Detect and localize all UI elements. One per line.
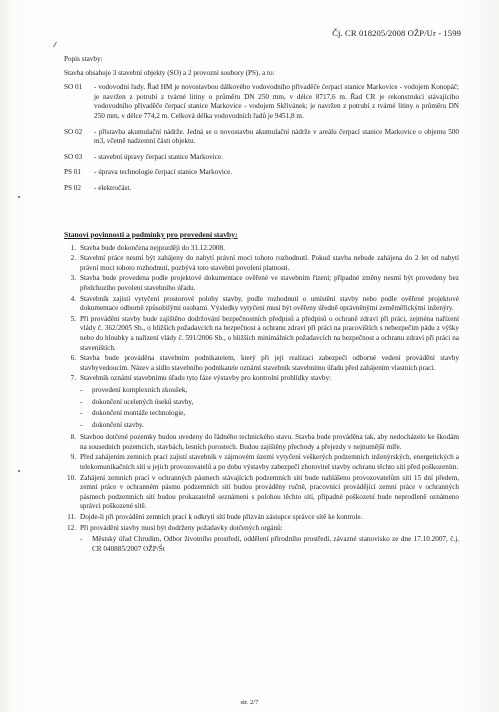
object-code: PS 01 bbox=[64, 168, 81, 177]
condition-text: Stavba bude dokončena nejpozději do 31.12.2008. bbox=[80, 243, 225, 252]
punch-hole-mark bbox=[18, 196, 20, 198]
object-description: - elektročást. bbox=[94, 183, 132, 192]
condition-number: 1. bbox=[70, 243, 76, 252]
object-item bbox=[64, 83, 459, 121]
condition-body bbox=[80, 244, 459, 254]
condition-text: Stavba bude provedena podle projektové dokumentace ověřené ve stavebním řízení; případné změny nesmí být provedeny bez předchozího povolení stavebního úřadu. bbox=[80, 274, 459, 292]
condition-subitem-text: dokončení montáže technologie, bbox=[92, 409, 186, 418]
condition-text: Stavebník oznámí stavebnímu úřadu tyto fáze výstavby pro kontrolní prohlídky stavby: bbox=[80, 374, 332, 383]
condition-text: Při provádění stavby bude zajištěno dodržování bezpečnostních předpisů a předpisů o ochraně zdraví při práci, zejména nařízení vlády č. 362/2005 Sb., o bližších požadavcích na bezpečnost a ochranu zdraví při práci na pracovištích s nebezpečím pádu z výšky nebo do hloubky a nařízení vlády č. 591/2006 Sb., o bližších minimálních požadavcích na bezpečnost a ochranu zdraví při práci na staveništích. bbox=[80, 314, 459, 352]
condition-subitem-text: dokončení ucelených úseků stavby, bbox=[92, 397, 194, 406]
page-number: str. 2/7 bbox=[240, 699, 259, 706]
scan-mark bbox=[53, 42, 57, 48]
object-item bbox=[64, 128, 459, 147]
condition-body bbox=[80, 474, 459, 512]
object-code: SO 02 bbox=[64, 127, 83, 136]
condition-subitems bbox=[80, 535, 459, 554]
object-description: - stavební úpravy čerpací stanice Markovice. bbox=[94, 152, 223, 161]
conditions-heading: Stanoví povinnosti a podmínky pro provedení stavby: bbox=[64, 230, 238, 239]
condition-body bbox=[80, 453, 459, 472]
condition-number: 10. bbox=[67, 473, 76, 482]
condition-subitem-text: Městský úřad Chrudim, Odbor životního prostředí, oddělení přírodního prostředí, závazné stanovisko ze dne 17.10.2007, č.j. CR 040885/2007 OŽP/Št bbox=[92, 535, 459, 553]
conditions-list bbox=[64, 244, 459, 557]
condition-subitem bbox=[80, 421, 459, 431]
condition-number: 8. bbox=[70, 433, 76, 442]
object-item bbox=[64, 184, 459, 194]
condition-body bbox=[80, 524, 459, 557]
punch-hole-mark bbox=[18, 470, 20, 472]
description-heading: Popis stavby: bbox=[64, 55, 103, 63]
dash-marker: - bbox=[80, 535, 83, 544]
condition-item bbox=[64, 244, 459, 254]
condition-number: 9. bbox=[70, 453, 76, 462]
condition-number: 2. bbox=[70, 254, 76, 263]
reference-number: Čj. CR 018205/2008 OŽP/Ur - 1599 bbox=[332, 28, 461, 38]
object-description: - úprava technologie čerpací stanice Markovice. bbox=[94, 168, 233, 177]
object-item bbox=[64, 153, 459, 163]
condition-number: 7. bbox=[70, 374, 76, 383]
dash-marker: - bbox=[80, 397, 83, 406]
condition-number: 3. bbox=[70, 274, 76, 283]
object-description: - přístavba akumulační nádrže. Jedná se o novostavbu akumulační nádrže v areálu čerpací stanice Markovice o objemu 500 m3, včetně nadzemní části objektu. bbox=[94, 127, 459, 146]
condition-subitems bbox=[80, 386, 459, 430]
condition-item bbox=[64, 453, 459, 472]
condition-subitem-text: dokončení stavby. bbox=[92, 420, 144, 429]
condition-body bbox=[80, 315, 459, 353]
condition-number: 5. bbox=[70, 314, 76, 323]
condition-item bbox=[64, 354, 459, 373]
condition-item bbox=[64, 474, 459, 512]
condition-body bbox=[80, 374, 459, 432]
condition-item bbox=[64, 524, 459, 557]
condition-body bbox=[80, 433, 459, 452]
object-item bbox=[64, 168, 459, 178]
condition-number: 11. bbox=[67, 513, 76, 522]
condition-text: Zahájení zemních prací v ochranných pásmech stávajících podzemních sítí bude nahlášeno provozovatelům sítí 15 dní předem, zemní práce v ochranném pásmu podzemních sítí budou prováděny ručně, pracovníci provádějící zemní práce v ochranných pásmech podzemních sítí budou prokazatelně seznámeni s polohou těchto sítí, případné poškození bude neprodleně oznámeno správci poškozené sítě. bbox=[80, 473, 459, 511]
dash-marker: - bbox=[80, 385, 83, 394]
dash-marker: - bbox=[80, 409, 83, 418]
condition-subitem bbox=[80, 398, 459, 408]
condition-text: Stavbou dotčené pozemky budou uvedeny do řádného technického stavu. Stavba bude prováděna tak, aby nedocházelo ke škodám na sousedních pozemcích, stavbách, lesních porostech. Budou zajištěny přechody a přejezdy v nejnutnější míře. bbox=[80, 433, 459, 451]
condition-item bbox=[64, 254, 459, 273]
condition-body bbox=[80, 254, 459, 273]
condition-body bbox=[80, 274, 459, 293]
condition-subitem-text: provedení komplexních zkoušek, bbox=[92, 385, 188, 394]
condition-text: Stavební práce nesmí být zahájeny do nabytí právní moci tohoto rozhodnutí. Pokud stavba nebude zahájena do 2 let od nabytí právní moci tohoto rozhodnutí, pozbývá toto stavební povolení platnosti. bbox=[80, 254, 459, 272]
description-section bbox=[64, 55, 459, 200]
condition-item bbox=[64, 513, 459, 523]
condition-text: Dojde-li při provádění zemních prací k odkrytí sítí bude přizván zástupce správce sítě ke kontrole. bbox=[80, 513, 363, 522]
condition-body bbox=[80, 354, 459, 373]
object-list bbox=[64, 83, 459, 193]
condition-subitem bbox=[80, 386, 459, 396]
condition-number: 4. bbox=[70, 294, 76, 303]
condition-text: Stavba bude prováděna stavebním podnikatelem, který při její realizaci zabezpečí odborné vedení provádění stavby stavbyvedoucím. Název a sídlo stavebního podnikatele oznámí stavebník stavebnímu úřadu před zahájením vlastních prací. bbox=[80, 354, 459, 372]
condition-item bbox=[64, 433, 459, 452]
conditions-section bbox=[64, 230, 459, 557]
condition-subitem bbox=[80, 535, 459, 554]
condition-text: Před zahájením zemních prací zajistí stavebník v zájmovém území vytyčení veškerých podzemních inženýrských, energetických a telekomunikačních sítí u jejich provozovatelů a po dobu výstavby zabezpečí zhotovitel stavby ochranu těchto sítí před poškozením. bbox=[80, 453, 459, 472]
condition-number: 12. bbox=[67, 523, 76, 532]
object-description: - vodovodní řady. Řad HM je novostavbou dálkového vodovodního přivaděče čerpací stanice Markovice - vodojem Konopáč; je navržen z potrubí z tvárné litiny o průměru DN 250 mm, v délce 8717,6 m. Řad CR je rekonstrukcí stávajícího vodovodního přivaděče čerpací stanice Markovice - vodojem Skřivánek; je navržen z potrubí z tvárné litiny o průměru DN 250 mm, v délce 774,2 m. Celková délka vodovodních řadů je 9451,8 m. bbox=[94, 83, 459, 120]
condition-body bbox=[80, 295, 459, 314]
condition-item bbox=[64, 374, 459, 432]
condition-item bbox=[64, 274, 459, 293]
condition-text: Stavebník zajistí vytyčení prostorové polohy stavby, podle rozhodnutí o umístění stavby nebo podle ověřené projektové dokumentace odborně způsobilými osobami. Výsledky vytyčení musí být ověřeny úředně oprávněnými zeměměřickými inženýry. bbox=[80, 294, 459, 313]
condition-item bbox=[64, 315, 459, 353]
object-code: SO 03 bbox=[64, 152, 83, 161]
object-code: PS 02 bbox=[64, 183, 81, 192]
condition-body bbox=[80, 513, 459, 523]
condition-text: Při provádění stavby musí být dodrženy požadavky dotčených orgánů: bbox=[80, 523, 283, 532]
object-code: SO 01 bbox=[64, 83, 83, 92]
condition-subitem bbox=[80, 409, 459, 419]
dash-marker: - bbox=[80, 420, 83, 429]
description-intro: Stavba obsahuje 3 stavební objekty (SO) a 2 provozní soubory (PS), a to: bbox=[64, 68, 275, 77]
condition-item bbox=[64, 295, 459, 314]
condition-number: 6. bbox=[70, 354, 76, 363]
